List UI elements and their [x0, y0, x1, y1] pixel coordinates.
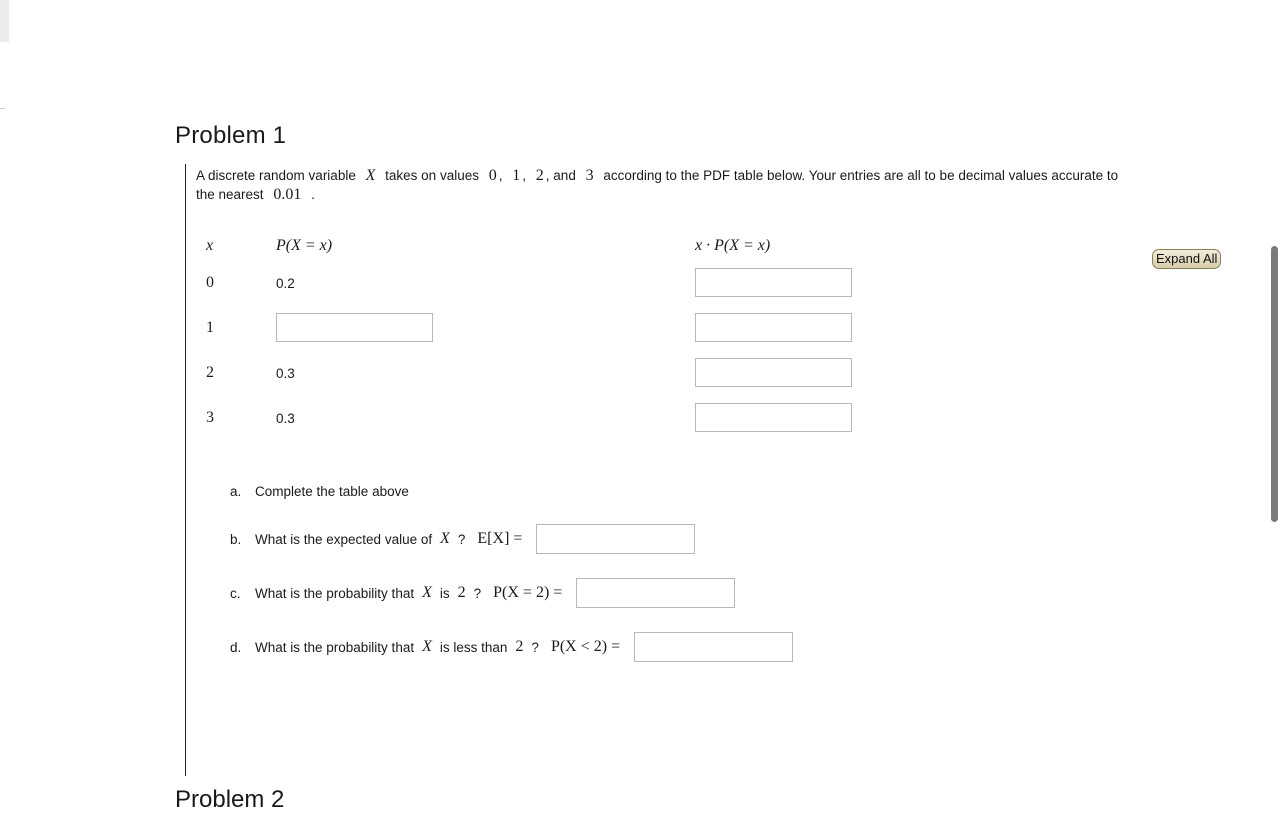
- row-1-p-input[interactable]: [276, 313, 433, 342]
- intro-variable: X: [365, 167, 376, 184]
- row-0-xp-input[interactable]: [695, 268, 852, 297]
- left-edge-divider: [0, 108, 5, 109]
- intro-comma-1: ,: [498, 168, 503, 183]
- row-2-xp-input[interactable]: [695, 358, 852, 387]
- question-c-letter: c.: [230, 585, 241, 601]
- next-problem-title: Problem 2: [175, 786, 285, 813]
- intro-text-1: A discrete random variable: [196, 168, 356, 183]
- question-d: [230, 632, 793, 662]
- question-c-variable: X: [422, 584, 432, 601]
- question-c-qmark: ?: [473, 585, 482, 601]
- question-b: [230, 524, 695, 554]
- question-d-lhs: P(X < 2) =: [550, 638, 621, 655]
- question-c-text: What is the probability that: [255, 585, 415, 601]
- intro-end: .: [311, 187, 315, 202]
- problem-title: Problem 1: [175, 122, 287, 149]
- row-2-x: 2: [206, 364, 214, 381]
- row-1-xp-input[interactable]: [695, 313, 852, 342]
- row-2-p: 0.3: [276, 366, 295, 381]
- intro-value-0: 0: [488, 167, 497, 184]
- question-d-number: 2: [515, 638, 524, 655]
- question-b-text: What is the expected value of: [255, 531, 433, 547]
- header-x: x: [206, 237, 214, 254]
- question-a-letter: a.: [230, 484, 242, 499]
- problem-body: [185, 164, 1146, 776]
- question-b-qmark: ?: [457, 531, 466, 547]
- question-d-text: What is the probability that: [255, 639, 415, 655]
- question-a: [230, 484, 409, 499]
- row-0-x: 0: [206, 274, 214, 291]
- expand-all-button[interactable]: Expand All: [1152, 249, 1221, 269]
- question-c-number: 2: [457, 584, 466, 601]
- row-1-x: 1: [206, 319, 214, 336]
- question-c-lhs: P(X = 2) =: [493, 584, 563, 601]
- row-0-p: 0.2: [276, 276, 295, 291]
- intro-value-1: 1: [512, 167, 521, 184]
- question-d-qmark: ?: [531, 639, 539, 655]
- prob-less-than-2-input[interactable]: [634, 632, 793, 662]
- left-edge-tab: [0, 0, 9, 42]
- scrollbar-thumb[interactable]: [1271, 246, 1278, 522]
- row-3-x: 3: [206, 409, 214, 426]
- header-p: P(X = x): [276, 237, 333, 254]
- question-d-letter: d.: [230, 639, 242, 655]
- expected-value-input[interactable]: [536, 524, 695, 554]
- intro-text-3: according to the PDF table below. Your entries are all to be decimal values accurate to the nearest: [196, 168, 1119, 202]
- question-b-variable: X: [440, 530, 450, 547]
- intro-value-3: 3: [585, 167, 594, 184]
- question-c-mid: is: [439, 585, 450, 601]
- intro-and: , and: [545, 168, 576, 183]
- question-c: [230, 578, 735, 608]
- prob-equals-2-input[interactable]: [576, 578, 735, 608]
- intro-precision: 0.01: [273, 186, 302, 203]
- question-b-lhs: E[X] =: [477, 530, 523, 547]
- intro-text-2: takes on values: [385, 168, 479, 183]
- header-xp: x · P(X = x): [695, 237, 771, 254]
- row-3-p: 0.3: [276, 411, 295, 426]
- row-3-xp-input[interactable]: [695, 403, 852, 432]
- intro-value-2: 2: [535, 167, 544, 184]
- problem-intro: [196, 166, 1136, 204]
- question-d-variable: X: [422, 638, 432, 655]
- question-a-text: Complete the table above: [255, 484, 409, 499]
- question-b-letter: b.: [230, 531, 242, 547]
- intro-comma-2: ,: [522, 168, 527, 183]
- question-d-mid: is less than: [439, 639, 508, 655]
